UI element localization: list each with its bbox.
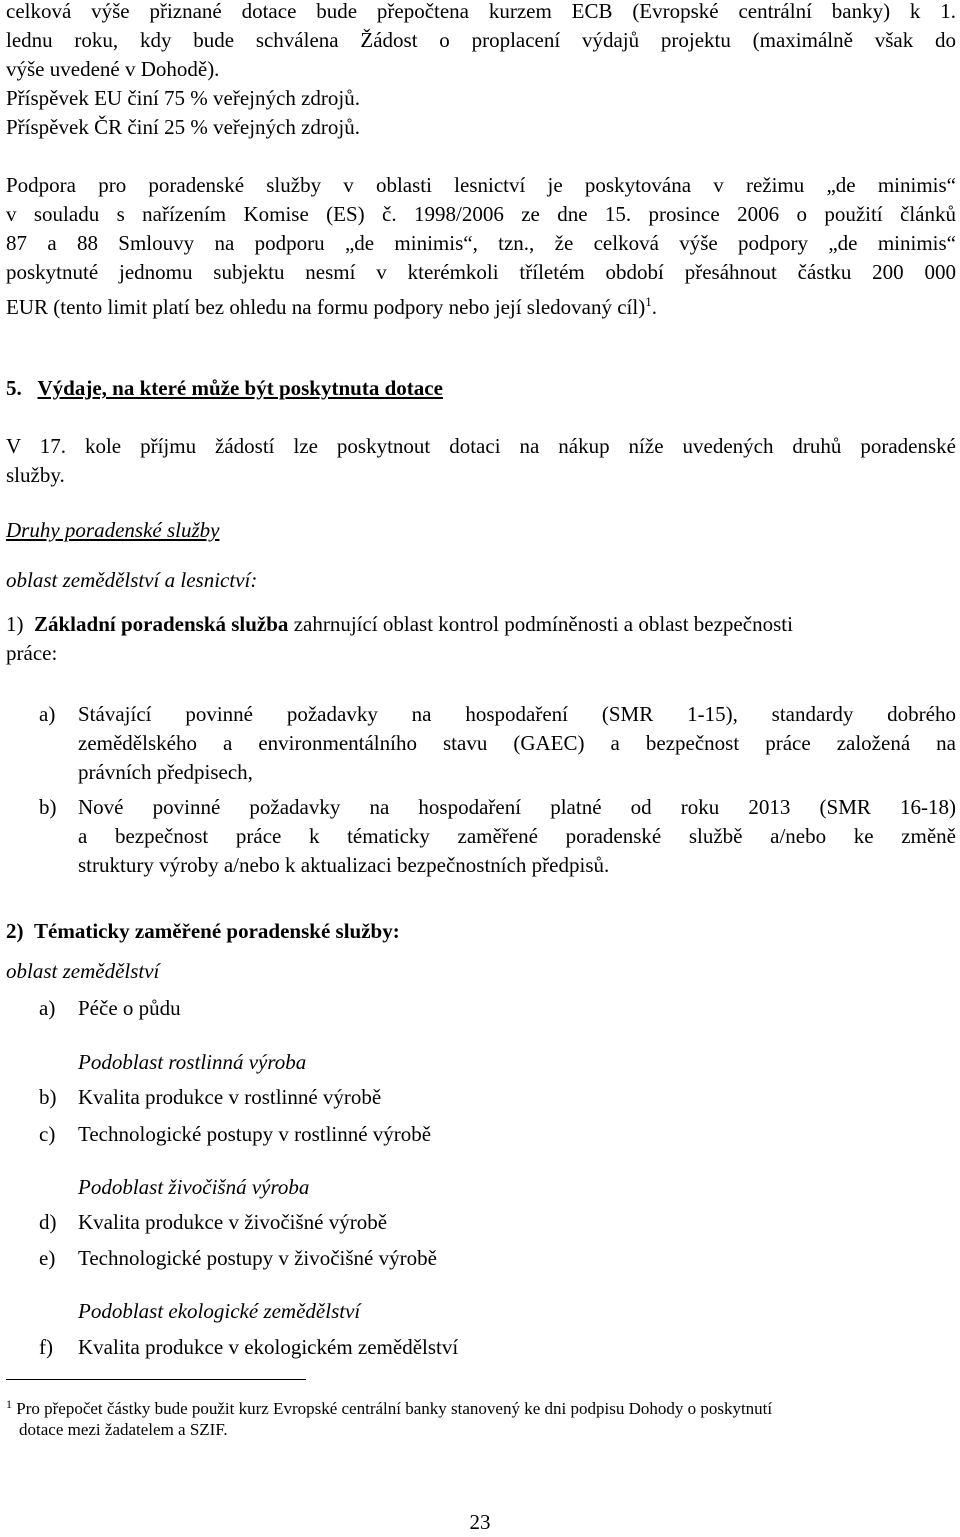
item-2f-label: f)	[39, 1335, 53, 1359]
footnote-divider	[6, 1379, 306, 1380]
footnote-line-2: dotace mezi žadatelem a SZIF.	[19, 1420, 228, 1439]
item-1a-line-2: zemědělského a environmentálního stavu (GAEC) a bezpečnost práce založená na	[78, 731, 956, 755]
item-2d-label: d)	[39, 1210, 57, 1234]
item-1	[6, 610, 956, 639]
page-number: 23	[469, 1510, 491, 1534]
intro-line-3: výše uvedené v Dohodě).	[6, 57, 220, 81]
item-2b-label: b)	[39, 1085, 57, 1109]
item-2	[6, 917, 400, 946]
minimis-line-5-text: EUR (tento limit platí bez ohledu na formu podpory nebo její sledovaný cíl)	[6, 295, 646, 319]
item-2d-text: Kvalita produkce v živočišné výrobě	[78, 1210, 388, 1234]
intro-line-1: celková výše přiznané dotace bude přepočtena kurzem ECB (Evropské centrální banky) k 1.	[6, 0, 956, 23]
section-number: 5.	[6, 376, 22, 400]
item-1a-line-1: Stávající povinné požadavky na hospodaření (SMR 1-15), standardy dobrého	[78, 702, 956, 726]
item-1b-line-2: a bezpečnost práce k tématicky zaměřené poradenské službě a/nebo ke změně	[78, 824, 956, 848]
footnote-number: 1	[6, 1397, 12, 1411]
item-1-line-2: práce:	[6, 641, 58, 665]
item-1a-label: a)	[39, 702, 56, 726]
footnote-line-1	[6, 1392, 772, 1421]
section-intro-line-2: služby.	[6, 463, 65, 487]
section-title: Výdaje, na které může být poskytnuta dotace	[37, 376, 443, 400]
item-1-number: 1)	[6, 612, 24, 636]
eu-contribution: Příspěvek EU činí 75 % veřejných zdrojů.	[6, 86, 360, 110]
area-heading: oblast zemědělství a lesnictví:	[6, 568, 258, 592]
minimis-line-3: 87 a 88 Smlouvy na podporu „de minimis“, tzn., že celková výše podpory „de minimis“	[6, 231, 956, 255]
item-2e-text: Technologické postupy v živočišné výrobě	[78, 1246, 437, 1270]
item-2-area: oblast zemědělství	[6, 959, 160, 983]
minimis-line-4: poskytnuté jednomu subjektu nesmí v kterémkoli tříletém období přesáhnout částku 200 000	[6, 260, 956, 284]
minimis-line-5-end: .	[651, 295, 657, 319]
item-2a-label: a)	[39, 996, 56, 1020]
footnote-ref: 1	[645, 294, 652, 309]
subarea-animal: Podoblast živočišná výroba	[78, 1175, 310, 1199]
item-1b-label: b)	[39, 795, 57, 819]
section-intro-line-1: V 17. kole příjmu žádostí lze poskytnout dotaci na nákup níže uvedených druhů poradenské	[6, 434, 956, 458]
item-2c-label: c)	[39, 1122, 56, 1146]
item-2-title: Tématicky zaměřené poradenské služby:	[34, 919, 400, 943]
intro-line-2: lednu roku, kdy bude schválena Žádost o proplacení výdajů projektu (maximálně však do	[6, 28, 956, 52]
minimis-line-2: v souladu s nařízením Komise (ES) č. 1998/2006 ze dne 15. prosince 2006 o použití článků	[6, 202, 956, 226]
item-2-number: 2)	[6, 919, 24, 943]
types-heading: Druhy poradenské služby	[6, 518, 220, 542]
minimis-line-1: Podpora pro poradenské služby v oblasti lesnictví je poskytována v režimu „de minimis“	[6, 173, 956, 197]
item-1a-line-3: právních předpisech,	[78, 760, 253, 784]
item-2a-text: Péče o půdu	[78, 996, 181, 1020]
footnote-text: Pro přepočet částky bude použit kurz Evropské centrální banky stanovený ke dni podpisu Dohody o poskytnutí	[16, 1399, 773, 1418]
section-heading	[6, 374, 443, 403]
subarea-eco: Podoblast ekologické zemědělství	[78, 1299, 361, 1323]
item-2c-text: Technologické postupy v rostlinné výrobě	[78, 1122, 432, 1146]
item-1b-line-3: struktury výroby a/nebo k aktualizaci bezpečnostních předpisů.	[78, 853, 610, 877]
item-2b-text: Kvalita produkce v rostlinné výrobě	[78, 1085, 382, 1109]
item-1-text: zahrnující oblast kontrol podmíněnosti a oblast bezpečnosti	[288, 612, 793, 636]
minimis-line-5	[6, 287, 657, 319]
item-1-title: Základní poradenská služba	[34, 612, 289, 636]
subarea-plant: Podoblast rostlinná výroba	[78, 1050, 307, 1074]
item-1b-line-1: Nové povinné požadavky na hospodaření platné od roku 2013 (SMR 16-18)	[78, 795, 956, 819]
cr-contribution: Příspěvek ČR činí 25 % veřejných zdrojů.	[6, 115, 361, 139]
item-2f-text: Kvalita produkce v ekologickém zemědělství	[78, 1335, 459, 1359]
item-2e-label: e)	[39, 1246, 56, 1270]
